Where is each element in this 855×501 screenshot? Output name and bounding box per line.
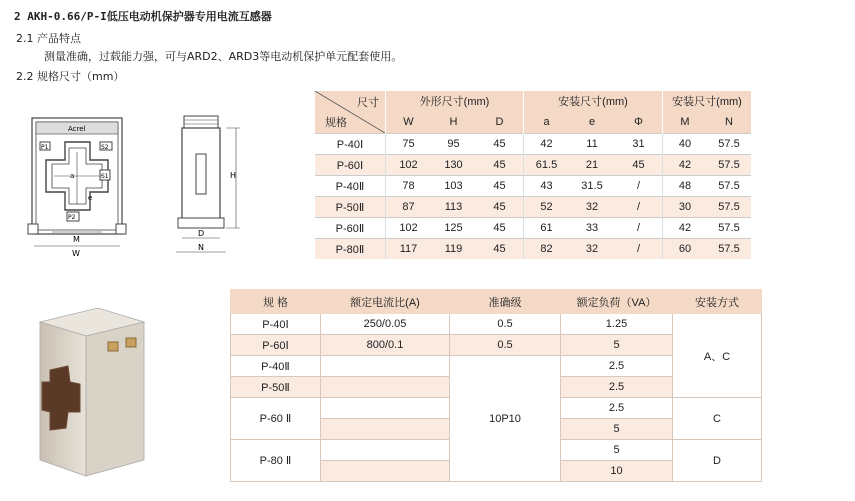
dim-cell: 40 (663, 134, 708, 155)
rate-load: 5 (561, 335, 673, 356)
rate-ratio-empty (321, 398, 450, 419)
svg-text:S1: S1 (101, 173, 109, 180)
col-header: N (707, 112, 751, 134)
rate-col-ratio: 额定电流比(A) (321, 290, 450, 314)
col-header: e (569, 112, 615, 134)
dim-model: P-40Ⅱ (315, 176, 386, 197)
dim-cell: 45 (615, 155, 663, 176)
dim-cell: 42 (524, 134, 570, 155)
dim-cell: 42 (663, 155, 708, 176)
dim-cell: 43 (524, 176, 570, 197)
dim-cell: 60 (663, 239, 708, 260)
rate-ratio-empty (321, 440, 450, 461)
dim-cell: 57.5 (707, 176, 751, 197)
svg-text:H: H (230, 171, 237, 180)
rate-model: P-50Ⅱ (231, 377, 321, 398)
rate-load: 5 (561, 440, 673, 461)
dim-cell: 95 (431, 134, 476, 155)
dim-table-row (315, 155, 751, 176)
dim-cell: / (615, 197, 663, 218)
dim-table-row (315, 218, 751, 239)
dim-cell: 102 (386, 218, 432, 239)
group-header-outline: 外形尺寸(mm) (386, 91, 524, 112)
dim-cell: 45 (476, 197, 524, 218)
dim-cell: 45 (476, 134, 524, 155)
subsection-dimensions: 2.2 规格尺寸（mm） (16, 70, 125, 83)
rate-accuracy: 0.5 (450, 314, 561, 335)
dim-table-row (315, 176, 751, 197)
dim-model: P-60Ⅱ (315, 218, 386, 239)
dim-cell: 61 (524, 218, 570, 239)
col-header: a (524, 112, 570, 134)
col-header: D (476, 112, 524, 134)
dim-cell: / (615, 218, 663, 239)
front-view-drawing (22, 112, 140, 260)
rate-load: 2.5 (561, 377, 673, 398)
rate-accuracy-merged: 10P10 (450, 356, 561, 482)
dim-model: P-50Ⅱ (315, 197, 386, 218)
dim-cell: 57.5 (707, 218, 751, 239)
group-header-install: 安装尺寸(mm) (524, 91, 663, 112)
dim-cell: 82 (524, 239, 570, 260)
svg-text:N: N (198, 243, 204, 252)
dim-cell: 30 (663, 197, 708, 218)
svg-text:W: W (72, 249, 80, 258)
brand-label: Acrel (68, 125, 86, 133)
rate-accuracy: 0.5 (450, 335, 561, 356)
rate-load: 1.25 (561, 314, 673, 335)
dim-cell: / (615, 239, 663, 260)
rate-load: 2.5 (561, 398, 673, 419)
dim-table-row (315, 134, 751, 155)
dim-cell: 87 (386, 197, 432, 218)
dim-table-row (315, 197, 751, 218)
dim-model: P-80Ⅱ (315, 239, 386, 260)
dim-model: P-40Ⅰ (315, 134, 386, 155)
col-header: W (386, 112, 432, 134)
dim-cell: 45 (476, 176, 524, 197)
rate-ratio-empty (321, 377, 450, 398)
rate-ratio-empty (321, 356, 450, 377)
rate-model: P-60 Ⅱ (231, 398, 321, 440)
dim-cell: 45 (476, 155, 524, 176)
rate-load: 10 (561, 461, 673, 482)
dim-cell: 130 (431, 155, 476, 176)
svg-text:e: e (88, 194, 93, 202)
dim-cell: 11 (569, 134, 615, 155)
rate-col-mount: 安装方式 (673, 290, 762, 314)
dim-cell: 45 (476, 239, 524, 260)
dim-cell: / (615, 176, 663, 197)
corner-header: 尺寸 规格 (315, 91, 386, 134)
dim-cell: 57.5 (707, 239, 751, 260)
features-text: 测量准确，过载能力强，可与ARD2、ARD3等电动机保护单元配套使用。 (44, 50, 403, 63)
rate-model: P-80 Ⅱ (231, 440, 321, 482)
svg-text:D: D (198, 229, 205, 238)
rate-col-model: 规 格 (231, 290, 321, 314)
dim-cell: 102 (386, 155, 432, 176)
svg-text:P1: P1 (41, 144, 49, 151)
product-photo (32, 300, 152, 490)
dim-cell: 57.5 (707, 134, 751, 155)
rate-model: P-60Ⅰ (231, 335, 321, 356)
rate-ratio: 250/0.05 (321, 314, 450, 335)
svg-text:a: a (70, 172, 75, 180)
dim-cell: 42 (663, 218, 708, 239)
dim-cell: 31 (615, 134, 663, 155)
dim-cell: 57.5 (707, 197, 751, 218)
dim-cell: 48 (663, 176, 708, 197)
side-view-drawing (170, 112, 250, 260)
rate-model: P-40Ⅱ (231, 356, 321, 377)
svg-text:P2: P2 (68, 214, 76, 221)
rate-col-accuracy: 准确级 (450, 290, 561, 314)
rate-mount: D (673, 440, 762, 482)
section-title: 2 AKH-0.66/P-I低压电动机保护器专用电流互感器 (14, 10, 272, 23)
dim-cell: 75 (386, 134, 432, 155)
dim-cell: 61.5 (524, 155, 570, 176)
dim-cell: 125 (431, 218, 476, 239)
dim-cell: 119 (431, 239, 476, 260)
group-header-install-2: 安装尺寸(mm) (663, 91, 752, 112)
rate-ratio-empty (321, 419, 450, 440)
rate-ratio: 800/0.1 (321, 335, 450, 356)
dim-cell: 103 (431, 176, 476, 197)
rate-ratio-empty (321, 461, 450, 482)
col-header: H (431, 112, 476, 134)
rate-mount: C (673, 398, 762, 440)
dim-cell: 57.5 (707, 155, 751, 176)
dim-cell: 32 (569, 239, 615, 260)
dim-table-row (315, 239, 751, 260)
dim-model: P-60Ⅰ (315, 155, 386, 176)
svg-text:S2: S2 (101, 144, 109, 151)
dim-cell: 117 (386, 239, 432, 260)
subsection-features: 2.1 产品特点 (16, 32, 81, 45)
dim-cell: 45 (476, 218, 524, 239)
dim-cell: 52 (524, 197, 570, 218)
rate-mount: A、C (673, 314, 762, 398)
dim-cell: 78 (386, 176, 432, 197)
dim-cell: 21 (569, 155, 615, 176)
dim-cell: 113 (431, 197, 476, 218)
col-header: M (663, 112, 708, 134)
dim-cell: 31.5 (569, 176, 615, 197)
col-header: Φ (615, 112, 663, 134)
rate-col-load: 额定负荷（VA） (561, 290, 673, 314)
dim-cell: 33 (569, 218, 615, 239)
rate-load: 5 (561, 419, 673, 440)
rate-model: P-40Ⅰ (231, 314, 321, 335)
svg-text:M: M (73, 235, 80, 244)
dim-cell: 32 (569, 197, 615, 218)
rating-table (230, 289, 762, 482)
rate-load: 2.5 (561, 356, 673, 377)
dimension-table (315, 91, 751, 259)
